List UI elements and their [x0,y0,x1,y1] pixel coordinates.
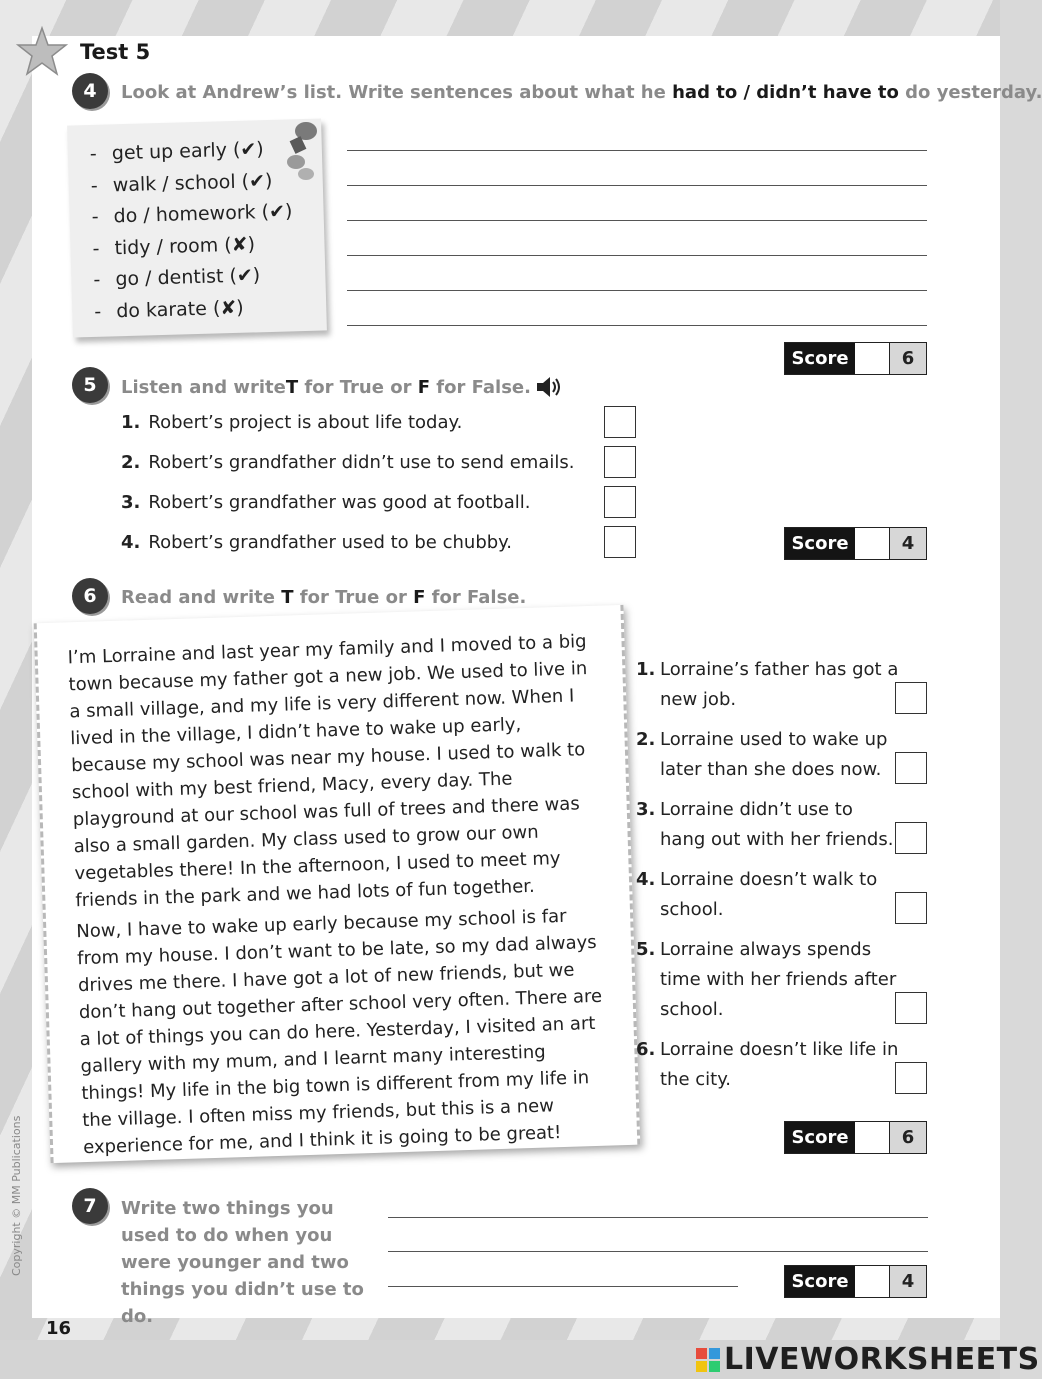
exercise-4-instruction: Look at Andrew’s list. Write sentences about what he had to / didn’t have to do yesterday. [121,82,1042,103]
answer-box[interactable] [895,822,927,854]
answer-box[interactable] [604,526,636,558]
exercise-5-instruction: Listen and write T for True or F for False. [121,376,563,398]
logo-square [709,1348,720,1359]
page-title: Test 5 [80,40,151,64]
answer-box[interactable] [895,992,927,1024]
pin-icon [282,118,322,186]
copyright-text: Copyright © MM Publications [10,1115,23,1276]
question-number: 6. [636,1039,656,1060]
question-number: 4. [636,869,656,890]
question-text: Robert’s grandfather didn’t use to send emails. [148,452,575,473]
tf-question [121,452,574,473]
answer-box[interactable] [604,446,636,478]
score-input[interactable] [855,343,890,374]
score-box-6 [784,1121,927,1154]
score-max: 6 [890,1122,926,1153]
exercise-7-instruction: Write two things you used to do when you were younger and two things you didn’t use to do. [121,1198,364,1327]
score-box-5 [784,527,927,560]
list-item-text: tidy / room (✘) [114,232,256,259]
logo-square [696,1348,707,1359]
tf-question [121,492,530,513]
score-input[interactable] [855,1122,890,1153]
question-number: 3. [121,492,141,513]
list-dash: - [93,300,102,323]
score-input[interactable] [855,528,890,559]
answer-line[interactable] [388,1217,928,1218]
answer-line[interactable] [347,290,927,291]
answer-box[interactable] [604,486,636,518]
tf-question [636,725,900,785]
score-input[interactable] [855,1266,890,1297]
brand-text: LIVEWORKSHEETS [724,1342,1040,1377]
question-text: Lorraine doesn’t walk to school. [660,869,878,920]
liveworksheets-brand[interactable] [696,1342,1040,1377]
question-number: 5. [636,939,656,960]
score-label: Score [785,1266,855,1297]
question-number: 4. [121,532,141,553]
question-text: Robert’s grandfather was good at football. [148,492,531,513]
exercise-4-number: 4 [72,73,108,109]
question-number: 2. [121,452,141,473]
answer-box[interactable] [895,752,927,784]
question-text: Lorraine’s father has got a new job. [660,659,899,710]
score-label: Score [785,343,855,374]
reading-paragraph: I’m Lorraine and last year my family and I moved to a big town because my father got a new job. We used to live in a small village, and my life is very different now. When I lived in the village, I didn’t have to wake up early, because my school was near my house. I used to walk to school with my best friend, Macy, every day. The playground at our school was full of trees and there was also a small garden. My class used to grow our own vegetables there! In the afternoon, I used to meet my friends in the park and we had lots of fun together. [67,631,588,912]
score-max: 4 [890,528,926,559]
list-dash: - [89,142,98,165]
list-item-text: go / dentist (✔) [115,264,261,291]
tf-question [636,655,900,715]
list-dash: - [90,174,98,197]
tf-question [636,935,900,1025]
question-number: 1. [121,412,141,433]
answer-line[interactable] [347,185,927,186]
tf-question [636,795,900,855]
question-text: Lorraine didn’t use to hang out with her friends. [660,799,894,850]
question-number: 3. [636,799,656,820]
audio-speaker-icon[interactable] [535,376,563,398]
score-max: 6 [890,343,926,374]
list-dash: - [91,205,99,228]
logo-square [709,1361,720,1372]
reading-paragraph: Now, I have to wake up early because my school is far from my house. I don’t want to be late, so my dad always drives me there. I have got a lot of new friends, but we don’t hang out together after school very often. There are a lot of things you can do here. Yesterday, I visited an art gallery with my mum, and I learnt many interesting things! My life in the big town is different from my life in the village. I often miss my friends, but this is a new experience for me, and I think it is going to be great! [76,905,603,1159]
answer-line[interactable] [347,255,927,256]
answer-box[interactable] [895,682,927,714]
list-item-text: do karate (✘) [115,296,244,322]
answer-box[interactable] [895,892,927,924]
list-dash: - [93,268,101,291]
tf-question [636,1035,900,1095]
score-box-7 [784,1265,927,1298]
reading-text-paper [34,605,641,1163]
question-text: Lorraine used to wake up later than she does now. [660,729,888,780]
logo-square [696,1361,707,1372]
answer-box[interactable] [895,1062,927,1094]
answer-line[interactable] [347,150,927,151]
score-max: 4 [890,1266,926,1297]
answer-line[interactable] [388,1286,738,1287]
exercise-6-instruction: Read and write T for True or F for False. [121,587,527,608]
star-icon [16,26,68,78]
answer-box[interactable] [604,406,636,438]
exercise-5-number: 5 [72,367,108,403]
liveworksheets-logo-icon [696,1348,720,1372]
list-item-text: do / homework (✔) [113,200,293,228]
tf-question [121,532,512,553]
list-item [94,294,327,332]
answer-line[interactable] [347,220,927,221]
question-text: Lorraine doesn’t like life in the city. [660,1039,899,1090]
exercise-7-number: 7 [72,1188,108,1224]
tf-question [121,412,462,433]
question-text: Robert’s project is about life today. [148,412,463,433]
score-label: Score [785,528,855,559]
page-number: 16 [46,1318,72,1339]
answer-line[interactable] [347,325,927,326]
question-text: Lorraine always spends time with her friends after school. [660,939,897,1020]
list-item-text: walk / school (✔) [112,169,273,196]
answer-line[interactable] [388,1251,928,1252]
question-number: 2. [636,729,656,750]
list-dash: - [92,237,100,260]
score-box-4 [784,342,927,375]
question-text: Robert’s grandfather used to be chubby. [148,532,512,553]
question-number: 1. [636,659,656,680]
list-item-text: get up early (✔) [111,138,264,165]
tf-question [636,865,900,925]
score-label: Score [785,1122,855,1153]
exercise-6-number: 6 [72,578,108,614]
